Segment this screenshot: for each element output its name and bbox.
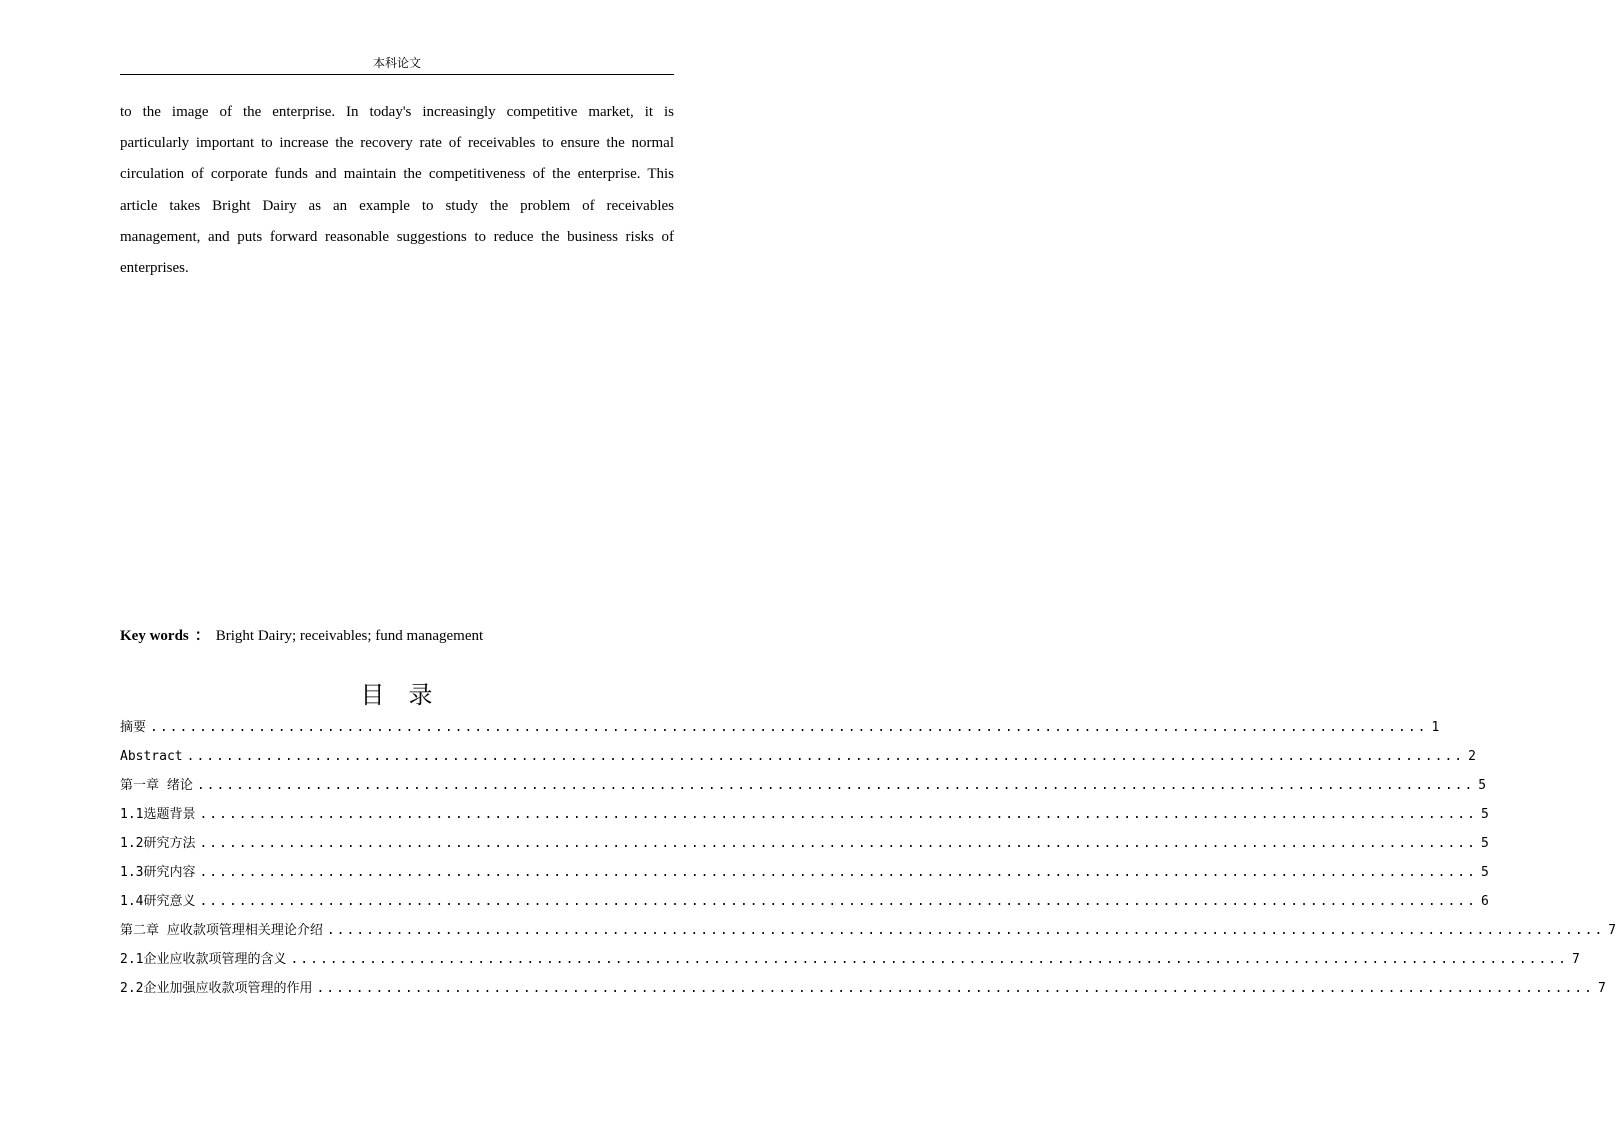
toc-entry-page: 7 xyxy=(1608,923,1616,938)
toc-entry-page: 7 xyxy=(1597,981,1606,996)
toc-entry-label: 1.4研究意义 xyxy=(120,894,196,909)
toc-entry[interactable] xyxy=(120,742,1476,771)
abstract-line: particularly important to increase the recovery rate of receivables to ensure the normal xyxy=(120,135,674,152)
toc-entry-label: 2.1企业应收款项管理的含义 xyxy=(120,952,287,967)
keywords-colon: ： xyxy=(194,628,210,644)
abstract-line: article takes Bright Dairy as an example to study the problem of receivables xyxy=(120,197,674,214)
keywords xyxy=(120,626,483,646)
page-header xyxy=(120,54,674,75)
toc-leader-dots: .................................................................................................................................. xyxy=(186,749,1465,764)
toc-entry-label: 第二章 应收款项管理相关理论介绍 xyxy=(120,923,323,938)
toc-entry-label: 摘要 xyxy=(120,720,147,735)
toc-leader-dots: .................................................................................................................................. xyxy=(199,894,1477,909)
toc-leader-dots: .................................................................................................................................. xyxy=(199,865,1477,880)
toc-leader-dots: .................................................................................................................................. xyxy=(326,923,1605,938)
toc-entry-label: 1.2研究方法 xyxy=(120,836,196,851)
toc-title: 目录 xyxy=(360,681,457,709)
abstract-body xyxy=(120,97,674,284)
toc-leader-dots: .................................................................................................................................. xyxy=(196,778,1475,793)
abstract-line: circulation of corporate funds and maintain the competitiveness of the enterprise. This xyxy=(120,166,674,183)
abstract-line: to the image of the enterprise. In today's increasingly competitive market, it is xyxy=(120,104,674,120)
toc-entry-label: 第一章 绪论 xyxy=(120,778,193,793)
toc-leader-dots: .................................................................................................................................. xyxy=(316,981,1594,996)
toc-entry[interactable] xyxy=(120,887,1489,916)
toc-leader-dots: .................................................................................................................................. xyxy=(199,836,1477,851)
toc-entry[interactable] xyxy=(120,771,1487,800)
table-of-contents xyxy=(120,713,1616,1003)
toc-entry-page: 5 xyxy=(1480,836,1489,851)
toc-entry-page: 6 xyxy=(1480,894,1489,909)
toc-entry[interactable] xyxy=(120,945,1580,974)
toc-leader-dots: .................................................................................................................................. xyxy=(290,952,1568,967)
toc-entry-page: 1 xyxy=(1431,720,1440,735)
toc-entry-label: 1.3研究内容 xyxy=(120,865,196,880)
toc-entry[interactable] xyxy=(120,713,1440,742)
toc-entry-label: Abstract xyxy=(120,749,183,764)
header-title: 本科论文 xyxy=(372,56,421,70)
toc-leader-dots: .................................................................................................................................. xyxy=(199,807,1477,822)
toc-entry-page: 5 xyxy=(1480,865,1489,880)
toc-entry[interactable] xyxy=(120,858,1489,887)
abstract-line: enterprises. xyxy=(120,260,189,277)
toc-entry[interactable] xyxy=(120,800,1489,829)
toc-entry-label: 1.1选题背景 xyxy=(120,807,196,822)
toc-entry-page: 5 xyxy=(1478,778,1487,793)
keywords-text: Bright Dairy; receivables; fund management xyxy=(215,628,484,644)
toc-entry-page: 2 xyxy=(1468,749,1476,764)
toc-entry[interactable] xyxy=(120,974,1606,1003)
toc-entry-page: 5 xyxy=(1480,807,1489,822)
keywords-label: Key words xyxy=(120,628,189,644)
toc-entry-page: 7 xyxy=(1571,952,1580,967)
abstract-line: management, and puts forward reasonable suggestions to reduce the business risks of xyxy=(120,228,674,245)
toc-entry[interactable] xyxy=(120,829,1489,858)
toc-entry-label: 2.2企业加强应收款项管理的作用 xyxy=(120,981,313,996)
toc-leader-dots: .................................................................................................................................. xyxy=(150,720,1428,735)
toc-entry[interactable] xyxy=(120,916,1616,945)
